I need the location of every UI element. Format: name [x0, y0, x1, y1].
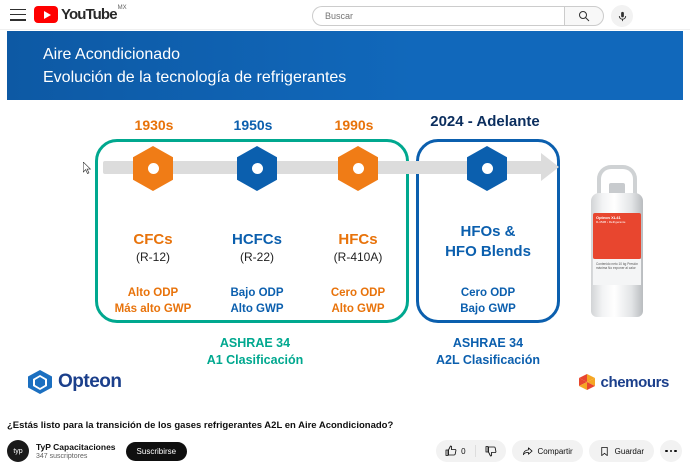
cylinder-info-text: Contenido neto 10 kg Presión máxima No exponer al calor [596, 262, 638, 270]
hexagon-icon-hfos [467, 146, 507, 191]
search-input-wrapper[interactable] [312, 6, 564, 26]
era-label-2024: 2024 - Adelante [430, 113, 540, 130]
refrigerant-cylinder-image [583, 161, 653, 321]
cylinder-info-panel [593, 259, 641, 285]
channel-subscriber-count: 347 suscriptores [36, 453, 88, 460]
like-button[interactable] [436, 445, 474, 457]
slide-title-line1: Aire Acondicionado [43, 46, 180, 63]
channel-name[interactable]: TyP Capacitaciones [36, 442, 116, 452]
era-label-1930s: 1930s [134, 117, 174, 133]
cylinder-label [593, 213, 641, 259]
save-button[interactable] [589, 440, 654, 462]
chemours-wordmark: chemours [600, 373, 669, 391]
like-count: 0 [461, 446, 466, 456]
opteon-wordmark: Opteon [58, 371, 122, 392]
ashrae-left-standard: ASHRAE 34 [219, 336, 291, 350]
subscribe-button[interactable]: Suscribirse [126, 442, 188, 461]
hexagon-icon-cfcs [133, 146, 173, 191]
property-hfcs-gwp: Alto GWP [331, 303, 385, 315]
property-hfos-gwp: Bajo GWP [460, 303, 516, 315]
search-bar [312, 5, 633, 27]
property-hcfcs-odp: Bajo ODP [230, 287, 284, 299]
thumbs-down-icon [485, 445, 497, 457]
channel-row [7, 440, 187, 462]
dislike-button[interactable] [476, 445, 506, 457]
channel-texts [36, 442, 116, 460]
microphone-icon [617, 11, 628, 22]
thumbs-up-icon [445, 445, 457, 457]
video-player[interactable] [7, 31, 683, 413]
search-button[interactable] [564, 6, 604, 26]
youtube-play-icon [34, 6, 58, 23]
more-options-icon[interactable] [660, 440, 682, 462]
cylinder-sublabel: R-454B • Refrigerante [596, 220, 626, 224]
refrigerant-code-hcfcs: (R-22) [239, 250, 274, 264]
hamburger-icon[interactable] [10, 9, 26, 21]
property-hfcs-odp: Cero ODP [330, 287, 386, 299]
property-cfcs-gwp: Más alto GWP [114, 303, 192, 315]
property-cfcs-odp: Alto ODP [127, 287, 179, 299]
youtube-logo[interactable] [34, 6, 127, 23]
voice-search-button[interactable] [611, 5, 633, 27]
chemours-logo [577, 372, 670, 392]
ashrae-left-class: A1 Clasificación [206, 353, 304, 367]
opteon-logo [27, 369, 122, 395]
era-label-1950s: 1950s [233, 117, 273, 133]
share-button[interactable] [512, 440, 583, 462]
youtube-wordmark: YouTube [61, 6, 117, 23]
property-hfos-odp: Cero ODP [460, 287, 516, 299]
refrigerant-name-hfcs: HFCs [338, 231, 378, 248]
avatar[interactable]: typ [7, 440, 29, 462]
share-label: Compartir [537, 446, 573, 456]
refrigerant-name-hfos-line2: HFO Blends [445, 243, 531, 260]
hexagon-icon-hcfcs [237, 146, 277, 191]
video-title: ¿Estás listo para la transición de los gases refrigerantes A2L en Aire Acondicionado? [7, 420, 394, 431]
search-icon [578, 10, 590, 22]
slide-header-bar [7, 31, 683, 100]
refrigerant-code-hfcs: (R-410A) [333, 250, 383, 264]
slide-title-line2: Evolución de la tecnología de refrigerantes [43, 69, 347, 86]
like-dislike-group [436, 440, 505, 462]
era-label-1990s: 1990s [334, 117, 374, 133]
slide-header-background [7, 31, 683, 100]
cylinder-brand: Opteon XL41 [596, 215, 621, 220]
refrigerant-code-cfcs: (R-12) [135, 250, 170, 264]
mouse-cursor [83, 162, 92, 175]
hexagon-icon-hfcs [338, 146, 378, 191]
ashrae-right-class: A2L Clasificación [436, 353, 540, 367]
refrigerant-name-hfos-line1: HFOs & [460, 223, 516, 240]
search-input[interactable] [325, 11, 564, 21]
timeline-arrow-head [541, 153, 559, 181]
ashrae-right-standard: ASHRAE 34 [452, 336, 524, 350]
opteon-mark-icon [27, 369, 53, 395]
refrigerant-name-hcfcs: HCFCs [231, 231, 282, 248]
chemours-mark-icon [577, 372, 597, 392]
share-icon [522, 446, 533, 457]
youtube-country-code: MX [117, 5, 127, 11]
save-label: Guardar [614, 446, 644, 456]
refrigerant-name-cfcs: CFCs [133, 231, 173, 248]
property-hcfcs-gwp: Alto GWP [230, 303, 284, 315]
bookmark-icon [599, 446, 610, 457]
youtube-header [0, 0, 690, 30]
video-actions [436, 440, 682, 462]
